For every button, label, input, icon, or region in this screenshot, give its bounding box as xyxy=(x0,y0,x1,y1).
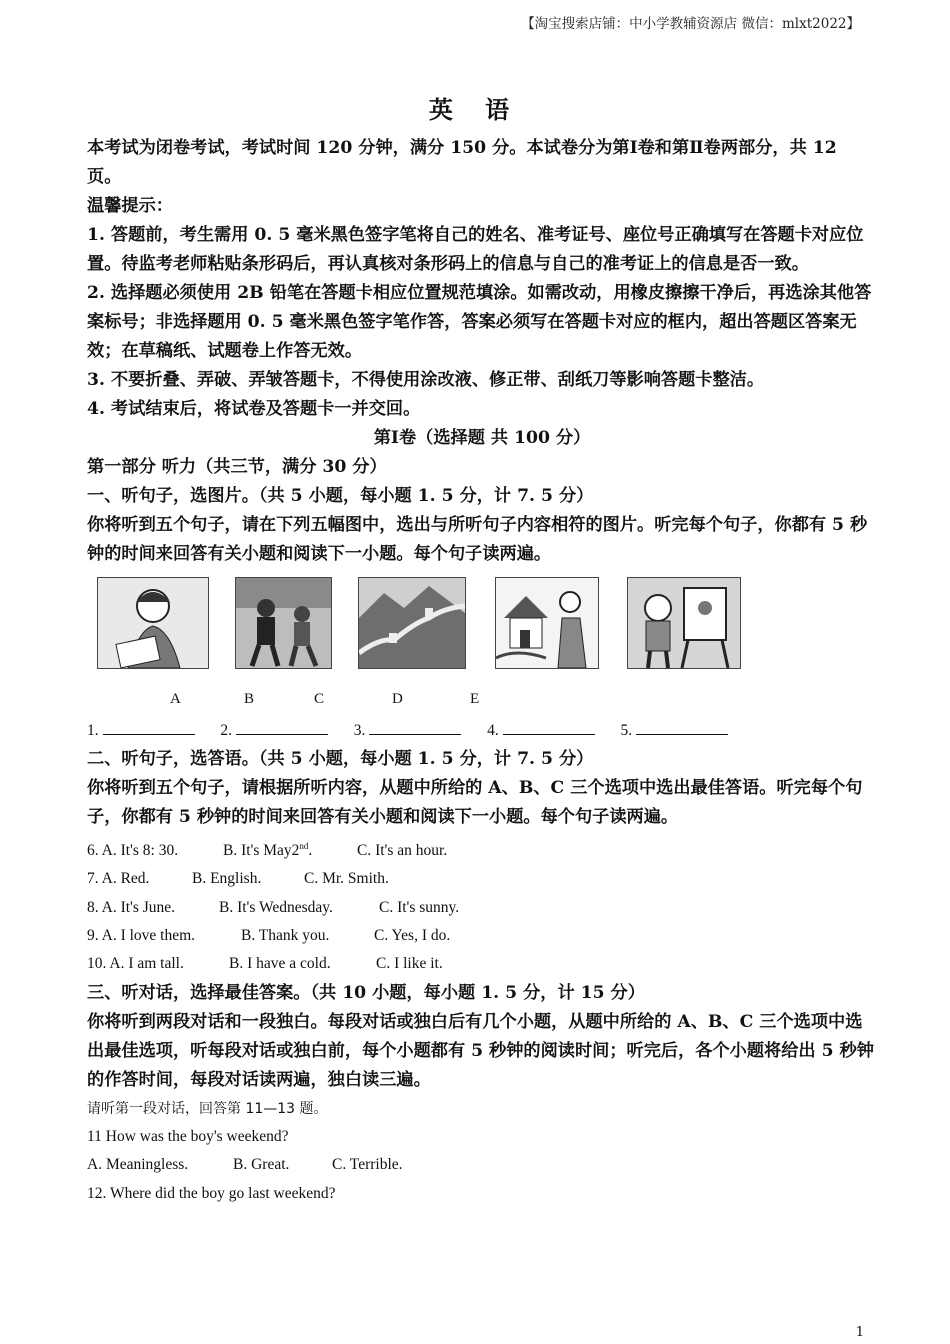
tip-3: 3. 不要折叠、弄破、弄皱答题卡，不得使用涂改液、修正带、刮纸刀等影响答题卡整洁。 xyxy=(87,370,765,390)
intro-text: 本考试为闭卷考试，考试时间 120 分钟，满分 150 分。本试卷分为第Ⅰ卷和第Ⅱ卷两部分，共 12 页。 xyxy=(87,138,837,187)
picture-label-d: D xyxy=(392,691,403,707)
part1-title: 第一部分 听力（共三节，满分 30 分） xyxy=(87,457,387,477)
picture-label-b: B xyxy=(244,691,255,707)
option-11b: B. Great. xyxy=(233,1156,290,1174)
tip-4: 4. 考试结束后，将试卷及答题卡一并交回。 xyxy=(87,399,421,419)
section3-instruction: 你将听到两段对话和一段独白。每段对话或独白后有几个小题，从题中所给的 A、B、C 三个选项中选出最佳选项，听每段对话或独白前，每个小题都有 5 秒钟的阅读时间；听完后，各个小题将给出 5 秒钟的作答时间，每段对话读两遍，独白读三遍。 xyxy=(87,1011,874,1090)
answer-blank-5[interactable]: 5. xyxy=(621,717,729,745)
answer-blank-3[interactable]: 3. xyxy=(354,717,462,745)
picture-people-running xyxy=(235,577,332,669)
tip-2: 2. 选择题必须使用 2B 铅笔在答题卡相应位置规范填涂。如需改动，用橡皮擦擦干净后，再选涂其他答案标号；非选择题用 0. 5 毫米黑色签字笔作答，答案必须写在答题卡对应的框内，超出答题区答案无效；在草稿纸、试题卷上作答无效。 xyxy=(87,283,872,361)
option-7c: C. Mr. Smith. xyxy=(304,870,389,888)
section2-title: 二、听句子，选答语。（共 5 小题，每小题 1. 5 分，计 7. 5 分） xyxy=(87,749,594,769)
question-12: 12. Where did the boy go last weekend? xyxy=(87,1184,336,1202)
answer-blank-1[interactable]: 1. xyxy=(87,717,195,745)
option-8a: 8. A. It's June. xyxy=(87,898,176,916)
section2-instruction: 你将听到五个句子，请根据所听内容，从题中所给的 A、B、C 三个选项中选出最佳答语。听完每个句子，你都有 5 秒钟的时间来回答有关小题和阅读下一小题。每个句子读两遍。 xyxy=(87,778,863,827)
option-11c: C. Terrible. xyxy=(332,1156,403,1174)
tips-title: 温馨提示： xyxy=(87,196,173,216)
question-7 xyxy=(87,865,877,893)
option-6b: B. It's May2nd. xyxy=(223,841,313,860)
question-9 xyxy=(87,922,877,950)
exam-content xyxy=(87,134,877,1208)
question-8 xyxy=(87,894,877,922)
option-7a: 7. A. Red. xyxy=(87,870,150,888)
option-9b: B. Thank you. xyxy=(241,927,330,945)
picture-boy-easel xyxy=(627,577,741,669)
option-8c: C. It's sunny. xyxy=(379,898,460,916)
option-6c: C. It's an hour. xyxy=(357,842,448,860)
option-7b: B. English. xyxy=(192,870,262,888)
question-11: 11 How was the boy's weekend? xyxy=(87,1127,289,1145)
option-6a: 6. A. It's 8: 30. xyxy=(87,842,179,860)
section3-title: 三、听对话，选择最佳答案。（共 10 小题，每小题 1. 5 分，计 15 分） xyxy=(87,982,645,1003)
option-9c: C. Yes, I do. xyxy=(374,927,451,945)
question-11-options xyxy=(87,1151,877,1179)
picture-great-wall xyxy=(358,577,466,669)
picture-label-a: A xyxy=(170,691,181,707)
answer-blank-4[interactable]: 4. xyxy=(487,717,595,745)
option-11a: A. Meaningless. xyxy=(87,1156,189,1174)
section1-title: 一、听句子，选图片。（共 5 小题，每小题 1. 5 分，计 7. 5 分） xyxy=(87,486,594,506)
dialogue-note: 请听第一段对话，回答第 11—13 题。 xyxy=(87,1100,328,1117)
question-10 xyxy=(87,950,877,978)
option-9a: 9. A. I love them. xyxy=(87,927,196,945)
option-10b: B. I have a cold. xyxy=(229,955,331,973)
answer-blanks xyxy=(87,717,877,745)
picture-labels xyxy=(87,691,877,717)
picture-label-c: C xyxy=(314,691,325,707)
option-10a: 10. A. I am tall. xyxy=(87,955,184,973)
picture-girl-reading xyxy=(97,577,209,669)
page-title: 英 语 xyxy=(428,95,522,124)
volume-title: 第Ⅰ卷（选择题 共 100 分） xyxy=(373,428,591,448)
page-number: 1 xyxy=(855,1325,864,1340)
picture-row xyxy=(87,573,877,691)
option-8b: B. It's Wednesday. xyxy=(219,898,333,916)
header-note: 【淘宝搜索店铺：中小学教辅资源店 微信：mlxt2022】 xyxy=(521,16,860,32)
picture-label-e: E xyxy=(470,691,480,707)
answer-blank-2[interactable]: 2. xyxy=(220,717,328,745)
tip-1: 1. 答题前，考生需用 0. 5 毫米黑色签字笔将自己的姓名、准考证号、座位号正确填写在答题卡对应位置。待监考老师粘贴条形码后，再认真核对条形码上的信息与自己的准考证上的信息是否一致。 xyxy=(87,225,864,274)
option-10c: C. I like it. xyxy=(376,955,443,973)
section1-instruction: 你将听到五个句子，请在下列五幅图中，选出与所听句子内容相符的图片。听完每个句子，你都有 5 秒钟的时间来回答有关小题和阅读下一小题。每个句子读两遍。 xyxy=(87,515,868,564)
picture-house-painting xyxy=(495,577,599,669)
question-6 xyxy=(87,832,877,865)
